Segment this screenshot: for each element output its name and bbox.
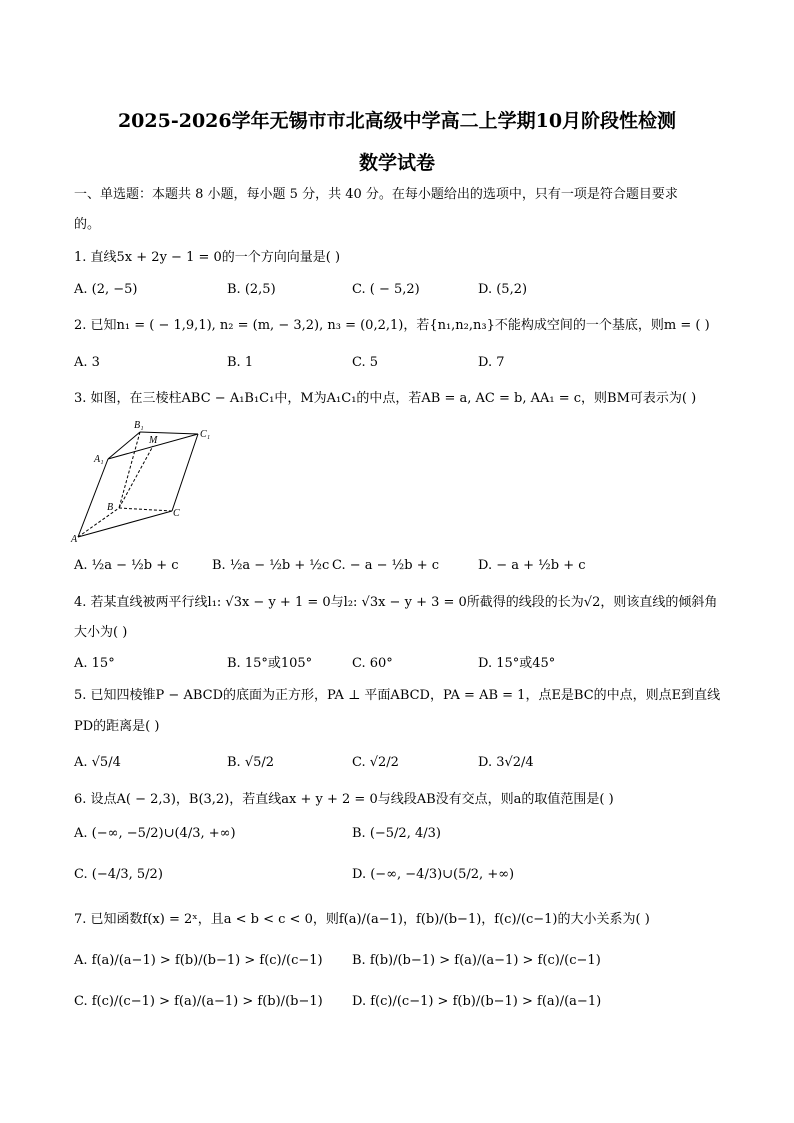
edge-cc1 (172, 434, 198, 511)
q5-option-d: D. 3√2/4 (478, 755, 534, 770)
q5-option-c: C. √2/2 (352, 755, 399, 770)
q1-stem: 1. 直线5x + 2y − 1 = 0的一个方向向量是( ) (74, 250, 341, 265)
q4-stem-cont: 大小为( ) (74, 625, 128, 640)
q3-stem: 3. 如图，在三棱柱ABC − A₁B₁C₁中，M为A₁C₁的中点，若AB = a, AC = b, AA₁ = c，则BM可表示为( ) (74, 391, 697, 406)
q6-option-b: B. (−5/2, 4/3) (352, 826, 441, 841)
q5-stem: 5. 已知四棱锥P − ABCD的底面为正方形，PA ⊥ 平面ABCD，PA = AB = 1，点E是BC的中点，则点E到直线 (74, 688, 721, 703)
label-c1: C₁ (200, 429, 211, 440)
q5-option-a: A. √5/4 (74, 755, 121, 770)
q7-stem: 7. 已知函数f(x) = 2ˣ，且a < b < c < 0，则f(a)/(a−1)，f(b)/(b−1)，f(c)/(c−1)的大小关系为( ) (74, 912, 650, 927)
paper-subtitle: 数学试卷 (358, 152, 435, 174)
label-a1: A₁ (94, 454, 104, 465)
q4-option-a: A. 15° (74, 656, 115, 671)
q2-option-d: D. 7 (478, 355, 505, 370)
q3-option-b: B. ½a − ½b + ½c (212, 558, 330, 573)
q7-option-c: C. f(c)/(c−1) > f(a)/(a−1) > f(b)/(b−1) (74, 994, 323, 1009)
paper-title: 2025-2026学年无锡市市北高级中学高二上学期10月阶段性检测 (117, 110, 677, 132)
label-m: M (149, 435, 158, 446)
q1-option-a: A. (2, −5) (74, 282, 138, 297)
q1-option-c: C. ( − 5,2) (352, 282, 420, 297)
edge-ac (78, 511, 172, 537)
q6-option-a: A. (−∞, −5/2)∪(4/3, +∞) (74, 826, 236, 841)
edge-bb1-hidden (119, 432, 140, 508)
q2-option-c: C. 5 (352, 355, 379, 370)
q6-option-c: C. (−4/3, 5/2) (74, 867, 163, 882)
q6-option-d: D. (−∞, −4/3)∪(5/2, +∞) (352, 867, 515, 882)
q4-stem: 4. 若某直线被两平行线l₁: √3x − y + 1 = 0与l₂: √3x − y + 3 = 0所截得的线段的长为√2，则该直线的倾斜角 (74, 595, 718, 610)
q1-option-d: D. (5,2) (478, 282, 528, 297)
label-c: C (173, 508, 180, 519)
q7-option-a: A. f(a)/(a−1) > f(b)/(b−1) > f(c)/(c−1) (74, 953, 323, 968)
q4-option-d: D. 15°或45° (478, 656, 556, 671)
label-b1: B₁ (134, 420, 144, 431)
edge-bc-hidden (119, 508, 172, 511)
q4-option-c: C. 60° (352, 656, 393, 671)
q2-stem: 2. 已知n₁ = ( − 1,9,1), n₂ = (m, − 3,2), n₃ = (0,2,1)，若{n₁,n₂,n₃}不能构成空间的一个基底，则m = ( ) (74, 318, 710, 333)
q6-stem: 6. 设点A( − 2,3)，B(3,2)，若直线ax + y + 2 = 0与线段AB没有交点，则a的取值范围是( ) (74, 792, 614, 807)
edge-aa1 (78, 459, 108, 537)
prism-figure (70, 416, 230, 546)
q5-option-b: B. √5/2 (227, 755, 275, 770)
q4-option-b: B. 15°或105° (227, 656, 313, 671)
label-a: A (71, 534, 78, 545)
q2-option-a: A. 3 (74, 355, 100, 370)
q2-option-b: B. 1 (227, 355, 254, 370)
q7-option-d: D. f(c)/(c−1) > f(b)/(b−1) > f(a)/(a−1) (352, 994, 602, 1009)
section-heading: 一、单选题：本题共 8 小题，每小题 5 分，共 40 分。在每小题给出的选项中，只有一项是符合题目要求 (74, 187, 678, 202)
section-heading-cont: 的。 (74, 217, 101, 232)
edge-b1c1 (140, 432, 198, 434)
q5-stem-cont: PD的距离是( ) (74, 719, 160, 734)
q3-option-d: D. − a + ½b + c (478, 558, 586, 573)
label-b: B (107, 502, 114, 513)
segment-bm-hidden (119, 446, 153, 508)
q7-option-b: B. f(b)/(b−1) > f(a)/(a−1) > f(c)/(c−1) (352, 953, 601, 968)
q1-option-b: B. (2,5) (227, 282, 276, 297)
q3-option-c: C. − a − ½b + c (332, 558, 440, 573)
q3-option-a: A. ½a − ½b + c (74, 558, 179, 573)
